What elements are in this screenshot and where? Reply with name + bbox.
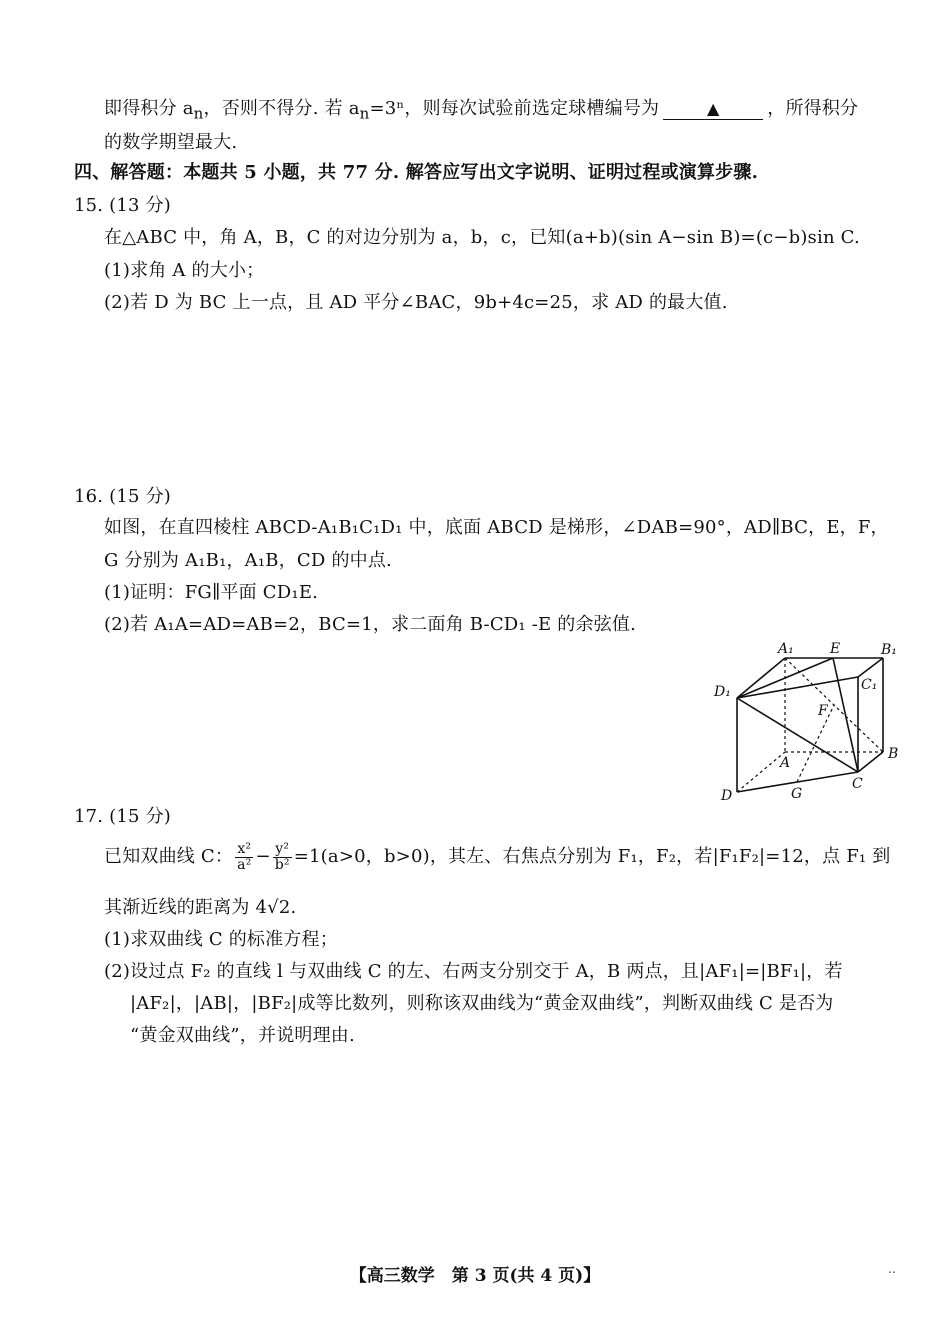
q15-part2: (2)若 D 为 BC 上一点，且 AD 平分∠BAC，9b+4c=25，求 AD 的最大值. <box>104 292 728 313</box>
q15-label: 15. (13 分) <box>74 195 172 216</box>
prism-figure <box>700 640 915 805</box>
label-e: E <box>830 641 841 657</box>
q17-part2-3: “黄金双曲线”，并说明理由. <box>130 1025 355 1046</box>
q16-label: 16. (15 分) <box>74 486 172 507</box>
edge-ec <box>833 658 858 772</box>
q16-stem-1: 如图，在直四棱柱 ABCD-A₁B₁C₁D₁ 中，底面 ABCD 是梯形，∠DAB=90°，AD∥BC，E，F， <box>104 517 889 538</box>
triangle-icon: ▲ <box>706 99 720 118</box>
q17-part1: (1)求双曲线 C 的标准方程； <box>104 929 338 950</box>
q17-stem-post: =1(a>0，b>0)，其左、右焦点分别为 F₁，F₂，若|F₁F₂|=12，点 F₁ 到 <box>293 846 891 867</box>
minus-sign: − <box>255 846 271 867</box>
intro-sub-n: n <box>193 104 204 123</box>
label-d1: D₁ <box>714 684 731 700</box>
intro-text-d: ，所得积分 <box>767 98 859 119</box>
label-d: D <box>721 788 733 804</box>
label-a: A <box>780 755 791 771</box>
edge-d1c <box>737 698 858 772</box>
q17-part2-1: (2)设过点 F₂ 的直线 l 与双曲线 C 的左、右两支分别交于 A，B 两点，且|AF₁|=|BF₁|，若 <box>104 961 843 982</box>
edge-gf <box>797 705 834 782</box>
intro-line-2: 的数学期望最大. <box>104 132 238 153</box>
edge-c1b1 <box>858 658 883 677</box>
intro-line-1 <box>104 96 858 127</box>
q17-stem-pre: 已知双曲线 C： <box>104 846 234 867</box>
label-a1: A₁ <box>778 641 794 657</box>
fraction-x <box>235 842 253 873</box>
corner-mark: .. <box>888 1262 896 1276</box>
q15-part1: (1)求角 A 的大小； <box>104 260 265 281</box>
page-footer: 【高三数学 第 3 页(共 4 页)】 <box>349 1266 601 1286</box>
q16-stem-2: G 分别为 A₁B₁，A₁B，CD 的中点. <box>104 550 392 571</box>
label-b: B <box>888 746 899 762</box>
q17-stem-2: 其渐近线的距离为 4√2. <box>104 897 297 918</box>
q16-part2: (2)若 A₁A=AD=AB=2，BC=1，求二面角 B-CD₁ -E 的余弦值. <box>104 614 637 635</box>
intro-sub-n2: n <box>359 104 370 123</box>
edge-cb <box>858 752 883 772</box>
q17-label: 17. (15 分) <box>74 806 172 827</box>
q16-part1: (1)证明：FG∥平面 CD₁E. <box>104 582 319 603</box>
fraction-y <box>273 842 292 873</box>
label-f: F <box>818 703 828 719</box>
section-heading: 四、解答题：本题共 5 小题，共 77 分. 解答应写出文字说明、证明过程或演算步骤. <box>74 162 759 183</box>
label-b1: B₁ <box>881 642 897 658</box>
q17-part2-2: |AF₂|，|AB|，|BF₂|成等比数列，则称该双曲线为“黄金双曲线”，判断双曲线 C 是否为 <box>130 993 834 1014</box>
fraction-y-num: y² <box>273 842 292 858</box>
fraction-x-den: a² <box>237 856 252 873</box>
edge-d1a1 <box>737 658 785 698</box>
intro-text-a: 即得积分 a <box>104 98 194 119</box>
q17-stem-1 <box>104 841 890 873</box>
answer-blank[interactable] <box>663 99 763 120</box>
fraction-x-num: x² <box>235 842 253 858</box>
label-g: G <box>791 786 803 802</box>
intro-text-b: ，否则不得分. 若 a <box>203 98 360 119</box>
intro-text-c: =3ⁿ，则每次试验前选定球槽编号为 <box>369 98 660 119</box>
q15-stem: 在△ABC 中，角 A，B，C 的对边分别为 a，b，c，已知(a+b)(sin A−sin B)=(c−b)sin C. <box>104 227 860 248</box>
fraction-y-den: b² <box>274 856 290 873</box>
label-c: C <box>852 776 863 792</box>
label-c1: C₁ <box>861 677 878 693</box>
